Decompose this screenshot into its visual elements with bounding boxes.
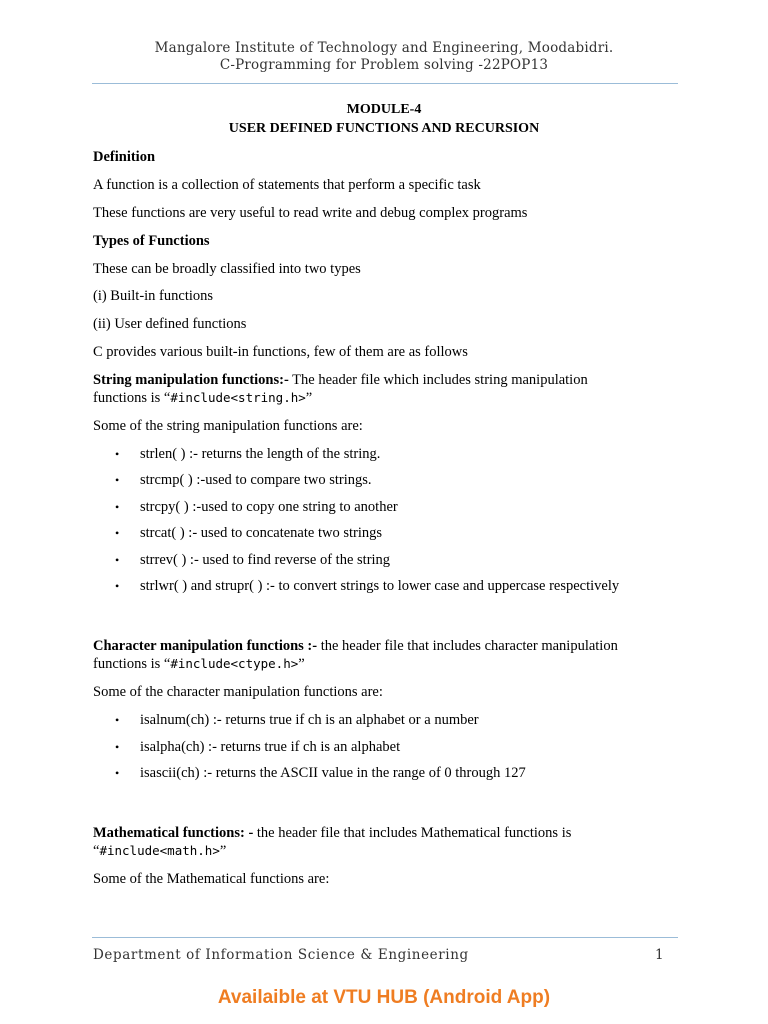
institute-name: Mangalore Institute of Technology and Engineering, Moodabidri. [154, 40, 614, 56]
module-title: USER DEFINED FUNCTIONS AND RECURSION [228, 121, 540, 136]
types-heading: Types of Functions [93, 233, 210, 249]
bullet-icon: • [115, 766, 120, 780]
builtins-intro: C provides various built-in functions, few of them are as follows [93, 344, 468, 360]
types-item-2: (ii) User defined functions [93, 316, 247, 332]
bullet-icon: • [115, 740, 120, 754]
definition-line-1: A function is a collection of statements that perform a specific task [93, 177, 481, 193]
definition-heading: Definition [93, 149, 156, 165]
char-functions-intro: Some of the character manipulation functions are: [93, 684, 383, 700]
math-functions-intro: Some of the Mathematical functions are: [93, 871, 330, 887]
bullet-icon: • [115, 447, 120, 461]
bullet-icon: • [115, 473, 120, 487]
module-number: MODULE-4 [346, 102, 422, 117]
char-section-line-2: functions is “#include<ctype.h>” [93, 656, 305, 672]
string-functions-intro: Some of the string manipulation functions are: [93, 418, 363, 434]
course-name: C-Programming for Problem solving -22POP13 [219, 57, 549, 73]
string-section-line-2: functions is “#include<string.h>” [93, 390, 313, 406]
bullet-icon: • [115, 500, 120, 514]
math-section-line-1: Mathematical functions: - the header file that includes Mathematical functions is [93, 825, 572, 841]
types-item-1: (i) Built-in functions [93, 288, 214, 304]
header-divider [92, 83, 678, 84]
types-intro: These can be broadly classified into two types [93, 261, 361, 277]
bullet-icon: • [115, 579, 120, 593]
string-section-line-1: String manipulation functions:- The header file which includes string manipulation [93, 372, 588, 388]
promo-banner: Availaible at VTU HUB (Android App) [217, 987, 551, 1008]
bullet-icon: • [115, 526, 120, 540]
page-number: 1 [655, 947, 664, 963]
bullet-icon: • [115, 713, 120, 727]
math-section-line-2: “#include<math.h>” [93, 843, 227, 859]
footer-department: Department of Information Science & Engineering [93, 947, 469, 963]
footer-divider [92, 937, 678, 938]
page-header [0, 40, 768, 74]
definition-line-2: These functions are very useful to read write and debug complex programs [93, 205, 528, 221]
bullet-icon: • [115, 553, 120, 567]
char-section-line-1: Character manipulation functions :- the header file that includes character manipulation [93, 638, 618, 654]
